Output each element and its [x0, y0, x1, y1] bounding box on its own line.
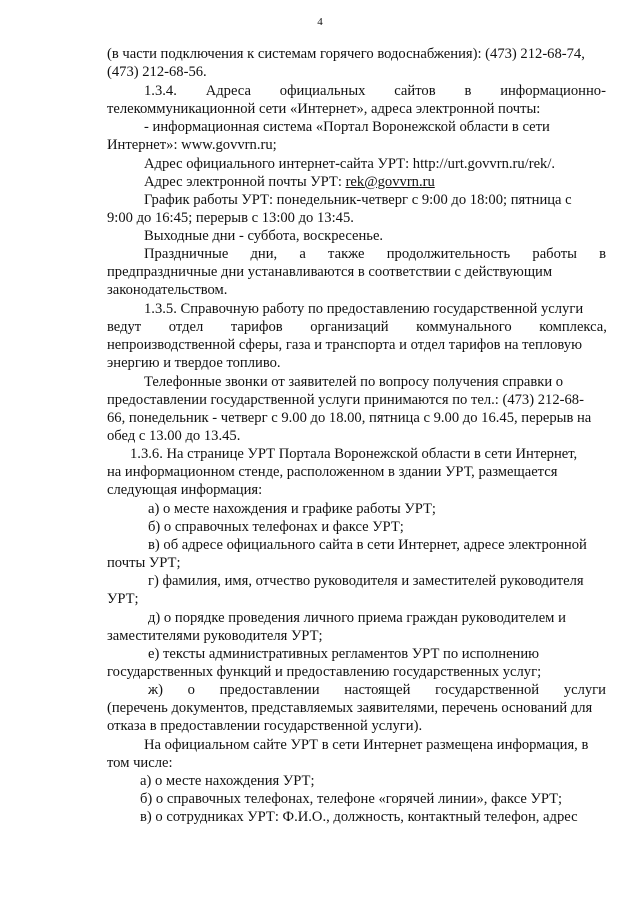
- text-line: обед с 13.00 до 13.45.: [107, 428, 241, 444]
- text-line: 1.3.5. Справочную работу по предоставлению государственной услуги: [144, 301, 584, 317]
- word: 1.3.4.: [144, 83, 177, 99]
- list-item: в) о сотрудниках УРТ: Ф.И.О., должность, контактный телефон, адрес: [140, 809, 578, 825]
- text-line: телекоммуникационной сети «Интернет», адреса электронной почты:: [107, 101, 541, 117]
- text-line: предпраздничные дни устанавливаются в соответствии с действующим: [107, 264, 553, 280]
- word: дни,: [250, 246, 278, 262]
- word: в: [599, 246, 606, 262]
- page-number: 4: [317, 16, 323, 28]
- text-line: на информационном стенде, расположенном в здании УРТ, размещается: [107, 464, 558, 480]
- word: Праздничные: [144, 246, 229, 262]
- text-line: том числе:: [107, 755, 173, 771]
- text-line: законодательством.: [107, 282, 228, 298]
- text-line: Телефонные звонки от заявителей по вопросу получения справки о: [144, 374, 564, 390]
- word: организаций: [310, 319, 389, 335]
- list-item: е) тексты административных регламентов УРТ по исполнению: [148, 646, 540, 662]
- word: также: [328, 246, 365, 262]
- word: продолжительность: [386, 246, 511, 262]
- word: а: [299, 246, 306, 262]
- text-line: энергию и твердое топливо.: [107, 355, 281, 371]
- text-line: УРТ;: [107, 591, 139, 607]
- word: в: [464, 83, 472, 99]
- justified-line: [148, 681, 606, 699]
- list-item: г) фамилия, имя, отчество руководителя и заместителей руководителя: [148, 573, 584, 589]
- justified-line: [144, 245, 606, 263]
- text-line: следующая информация:: [107, 482, 263, 498]
- word: услуги: [563, 682, 606, 698]
- word: тарифов: [230, 319, 283, 335]
- word: отдел: [168, 319, 204, 335]
- word: Адреса: [205, 83, 251, 99]
- text-line: отказа в предоставлении государственной услуги).: [107, 718, 423, 734]
- list-item: б) о справочных телефонах и факсе УРТ;: [148, 519, 404, 535]
- word: сайтов: [394, 83, 436, 99]
- word: коммунального: [416, 319, 512, 335]
- text-line: непроизводственной сферы, газа и транспорта и отдел тарифов на тепловую: [107, 337, 582, 353]
- word: комплекса,: [539, 319, 607, 335]
- word: официальных: [279, 83, 366, 99]
- email-link[interactable]: rek@govvrn.ru: [345, 174, 435, 190]
- justified-line: [107, 318, 607, 336]
- justified-line: [144, 82, 606, 100]
- word: ж): [148, 682, 163, 698]
- word: работы: [532, 246, 577, 262]
- word: предоставлении: [219, 682, 320, 698]
- text-line: почты УРТ;: [107, 555, 181, 571]
- list-item: а) о месте нахождения и графике работы УРТ;: [148, 501, 436, 517]
- text-line: 66, понедельник - четверг с 9.00 до 18.00, пятница с 9.00 до 16.45, перерыв на: [107, 410, 592, 426]
- text-line: (перечень документов, представляемых заявителями, перечень оснований для: [107, 700, 593, 716]
- text-line: Интернет»: www.govvrn.ru;: [107, 137, 277, 153]
- text-line: 1.3.6. На странице УРТ Портала Воронежской области в сети Интернет,: [130, 446, 578, 462]
- text-line: Выходные дни - суббота, воскресенье.: [144, 228, 384, 244]
- word: о: [187, 682, 195, 698]
- word: настоящей: [344, 682, 411, 698]
- text-line: На официальном сайте УРТ в сети Интернет размещена информация, в: [144, 737, 589, 753]
- list-item: а) о месте нахождения УРТ;: [140, 773, 315, 789]
- text-line: (473) 212-68-56.: [107, 64, 207, 80]
- word: государственной: [435, 682, 540, 698]
- text-line: государственных функций и предоставлению государственных услуг;: [107, 664, 542, 680]
- list-item: б) о справочных телефонах, телефоне «горячей линии», факсе УРТ;: [140, 791, 563, 807]
- text-line: Адрес официального интернет-сайта УРТ: http://urt.govvrn.ru/rek/.: [144, 156, 556, 172]
- email-label: Адрес электронной почты УРТ:: [144, 174, 346, 190]
- word: информационно-: [500, 83, 606, 99]
- text-line: (в части подключения к системам горячего водоснабжения): (473) 212-68-74,: [107, 46, 585, 62]
- text-line: 9:00 до 16:45; перерыв с 13:00 до 13:45.: [107, 210, 354, 226]
- list-item: в) об адресе официального сайта в сети Интернет, адресе электронной: [148, 537, 587, 553]
- word: ведут: [107, 319, 142, 335]
- text-line: заместителями руководителя УРТ;: [107, 628, 323, 644]
- list-item: д) о порядке проведения личного приема граждан руководителем и: [148, 610, 566, 626]
- text-line: предоставлении государственной услуги принимаются по тел.: (473) 212-68-: [107, 392, 584, 408]
- email-line: [144, 173, 606, 191]
- text-line: - информационная система «Портал Воронежской области в сети: [144, 119, 550, 135]
- text-line: График работы УРТ: понедельник-четверг с 9:00 до 18:00; пятница с: [144, 192, 572, 208]
